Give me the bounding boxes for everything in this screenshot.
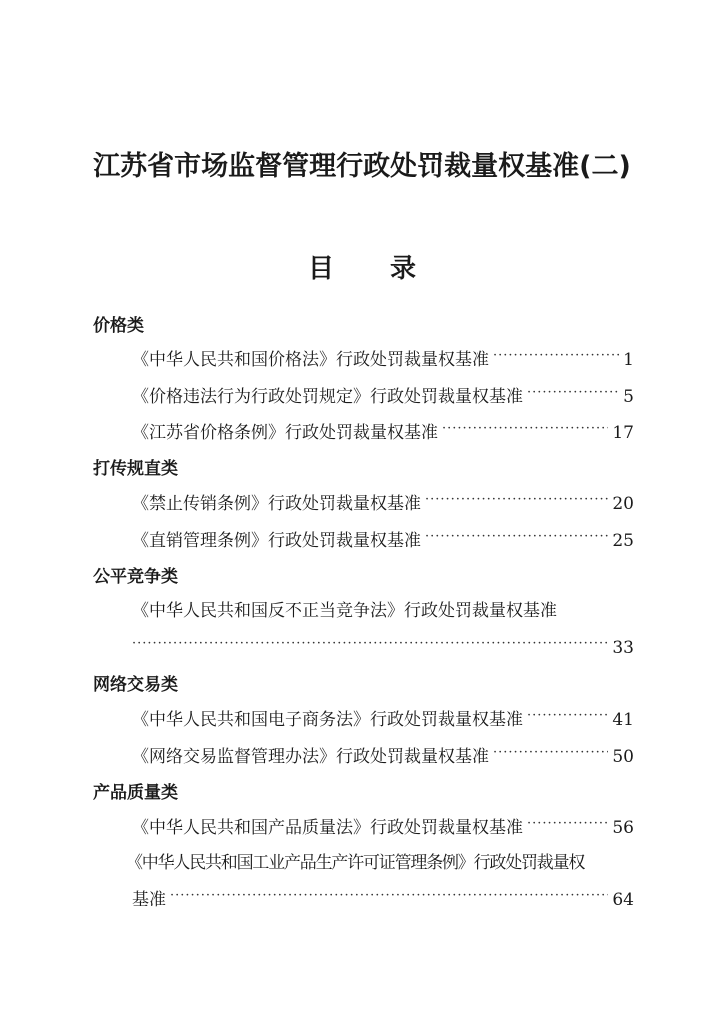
toc-entry[interactable] — [132, 529, 634, 552]
toc-heading-char-2: 录 — [390, 254, 417, 284]
document-title: 江苏省市场监督管理行政处罚裁量权基准(二) — [93, 151, 631, 182]
toc-leader-dots — [493, 348, 619, 365]
toc-entry-continuation[interactable] — [132, 636, 634, 659]
toc-entry[interactable] — [132, 348, 634, 371]
section-heading-online-trade: 网络交易类 — [93, 675, 178, 695]
toc-entry-title: 《禁止传销条例》行政处罚裁量权基准 — [132, 494, 421, 514]
toc-leader-dots — [527, 816, 608, 833]
toc-entry-title-line1[interactable]: 《中华人民共和国工业产品生产许可证管理条例》行政处罚裁量权 — [126, 853, 585, 873]
toc-entry[interactable] — [132, 745, 634, 768]
toc-entry-title: 《价格违法行为行政处罚规定》行政处罚裁量权基准 — [132, 387, 523, 407]
toc-entry-page: 17 — [612, 423, 634, 443]
toc-leader-dots — [442, 421, 608, 438]
toc-leader-dots — [493, 745, 608, 762]
toc-entry-title: 《直销管理条例》行政处罚裁量权基准 — [132, 531, 421, 551]
toc-entry[interactable] — [132, 708, 634, 731]
toc-entry-page: 5 — [623, 387, 634, 407]
toc-leader-dots — [425, 492, 608, 509]
section-heading-mlm: 打传规直类 — [93, 459, 178, 479]
toc-entry-title: 《网络交易监督管理办法》行政处罚裁量权基准 — [132, 747, 489, 767]
toc-entry-page: 33 — [612, 638, 634, 658]
toc-entry[interactable] — [132, 385, 634, 408]
toc-entry-page: 50 — [612, 747, 634, 767]
toc-entry-continuation[interactable] — [132, 888, 634, 911]
toc-leader-dots — [425, 529, 608, 546]
toc-leader-dots — [527, 385, 619, 402]
toc-entry[interactable] — [132, 421, 634, 444]
toc-leader-dots — [527, 708, 608, 725]
section-heading-product-quality: 产品质量类 — [93, 783, 178, 803]
toc-heading — [0, 248, 724, 285]
toc-entry-title: 《中华人民共和国电子商务法》行政处罚裁量权基准 — [132, 710, 523, 730]
toc-leader-dots — [132, 636, 608, 653]
toc-entry-page: 56 — [612, 818, 634, 838]
section-heading-price: 价格类 — [93, 316, 144, 336]
toc-leader-dots — [170, 888, 608, 905]
toc-entry-page: 20 — [612, 494, 634, 514]
toc-entry-title: 《中华人民共和国价格法》行政处罚裁量权基准 — [132, 350, 489, 370]
toc-entry-page: 1 — [623, 350, 634, 370]
toc-entry-title[interactable]: 《中华人民共和国反不正当竞争法》行政处罚裁量权基准 — [132, 601, 557, 621]
toc-entry-page: 64 — [612, 890, 634, 910]
section-heading-fair-competition: 公平竞争类 — [93, 567, 178, 587]
toc-heading-char-1: 目 — [307, 254, 334, 284]
toc-entry-page: 41 — [612, 710, 634, 730]
toc-entry-page: 25 — [612, 531, 634, 551]
toc-entry-title-line2: 基准 — [132, 890, 166, 910]
toc-entry[interactable] — [132, 816, 634, 839]
toc-entry-title: 《江苏省价格条例》行政处罚裁量权基准 — [132, 423, 438, 443]
toc-entry-title: 《中华人民共和国产品质量法》行政处罚裁量权基准 — [132, 818, 523, 838]
toc-entry[interactable] — [132, 492, 634, 515]
